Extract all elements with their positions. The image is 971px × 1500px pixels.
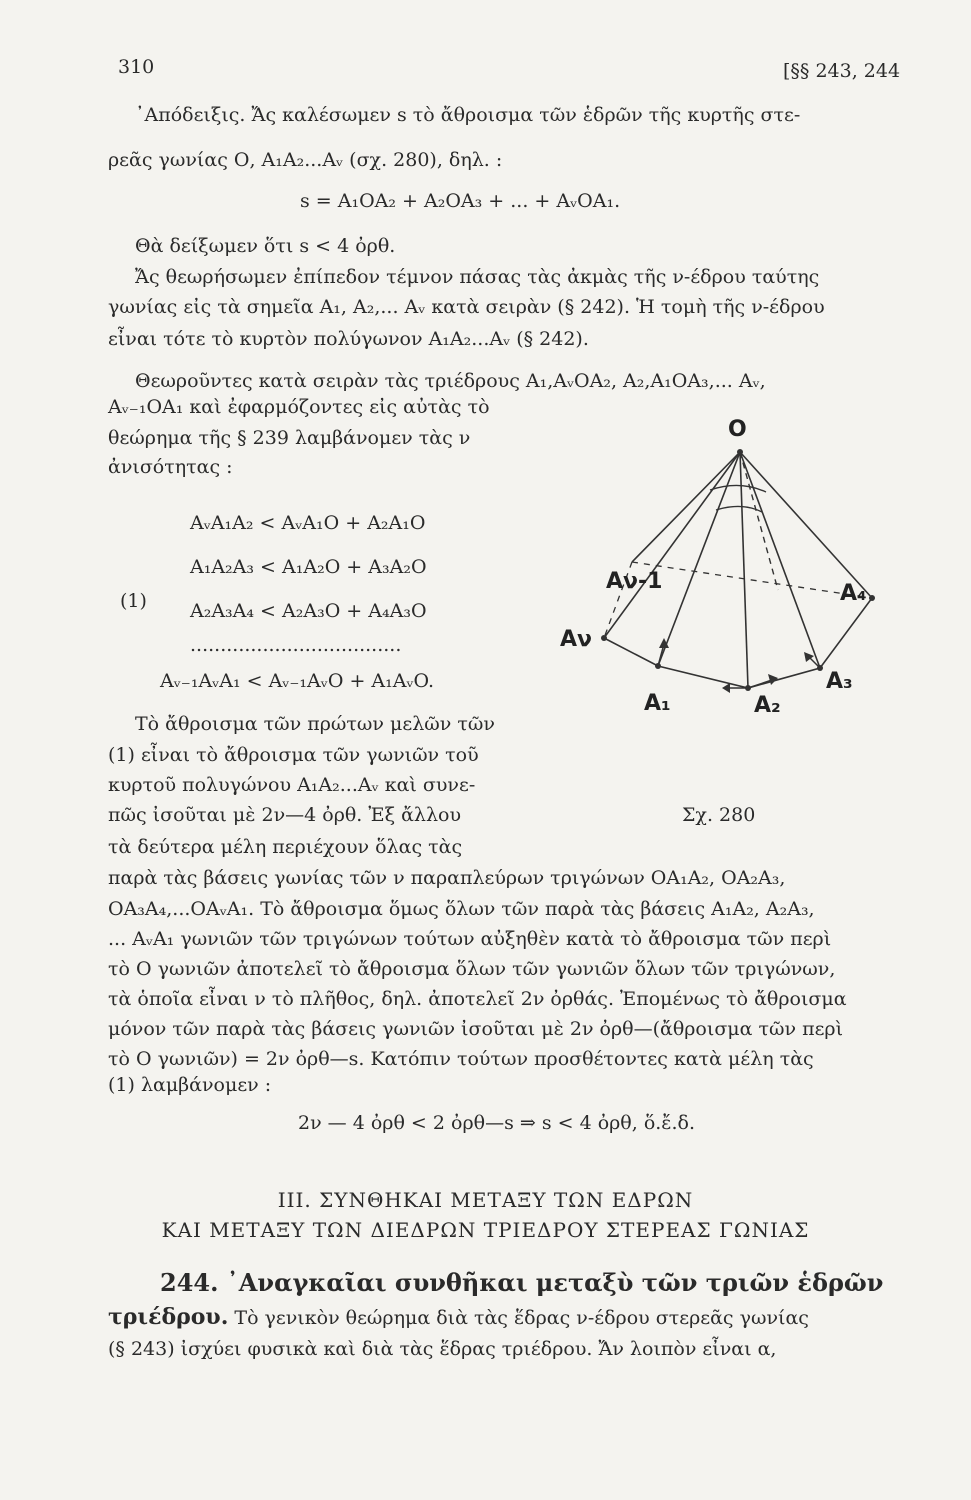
body-line-11: μόνον τῶν παρὰ τὰς βάσεις γωνιῶν ἰσοῦται μὲ 2ν ὀρθ—(ἄθροισμα τῶν περὶ bbox=[108, 1018, 844, 1040]
body-line-2: (1) εἶναι τὸ ἄθροισμα τῶν γωνιῶν τοῦ bbox=[108, 744, 479, 766]
proof-line-9: θεώρημα τῆς § 239 λαμβάνομεν τὰς ν bbox=[108, 427, 471, 449]
inequality-row: AᵥA₁A₂ < AᵥA₁O + A₂A₁O bbox=[190, 512, 426, 534]
angle-arrowhead bbox=[722, 683, 730, 693]
section-244-line-1 bbox=[108, 1306, 809, 1328]
body-line-12: τὸ Ο γωνιῶν) = 2ν ὀρθ—s. Κατόπιν τούτων προσθέτοντες κατὰ μέλη τὰς bbox=[108, 1048, 814, 1070]
proof-line-6: εἶναι τότε τὸ κυρτὸν πολύγωνον A₁A₂...Aᵥ (§ 242). bbox=[108, 328, 589, 350]
label-a4: A₄ bbox=[840, 581, 867, 606]
section-title-line-1: III. ΣΥΝΘΗΚΑΙ ΜΕΤΑΞΥ ΤΩΝ ΕΔΡΩΝ bbox=[277, 1188, 694, 1212]
proof-line-7: Θεωροῦντες κατὰ σειρὰν τὰς τριέδρους A₁,AᵥOA₂, A₂,A₁OA₃,... Aᵥ, bbox=[135, 370, 766, 392]
label-a-nu-minus-1: Aν-1 bbox=[606, 569, 663, 594]
edge-o-a4 bbox=[740, 452, 872, 598]
section-244-bold-word: τριέδρου. bbox=[108, 1304, 229, 1330]
inequality-row: A₂A₃A₄ < A₂A₃O + A₄A₃O bbox=[190, 600, 427, 622]
vertex-a-nu bbox=[601, 635, 607, 641]
vertex-a2 bbox=[745, 685, 751, 691]
inequality-row: A₁A₂A₃ < A₁A₂O + A₃A₂O bbox=[190, 556, 427, 578]
body-line-1: Τὸ ἄθροισμα τῶν πρώτων μελῶν τῶν bbox=[135, 713, 495, 735]
body-line-6: παρὰ τὰς βάσεις γωνίας τῶν ν παραπλεύρων τριγώνων OA₁A₂, OA₂A₃, bbox=[108, 867, 786, 889]
base-edge-dashed bbox=[632, 562, 872, 598]
body-line-9: τὸ Ο γωνιῶν ἀποτελεῖ τὸ ἄθροισμα ὅλων τῶν γωνιῶν ὅλων τῶν τριγώνων, bbox=[108, 958, 836, 980]
body-line-10: τὰ ὁποῖα εἶναι ν τὸ πλῆθος, δηλ. ἀποτελεῖ 2ν ὀρθάς. Ἐπομένως τὸ ἄθροισμα bbox=[108, 988, 847, 1010]
inequality-row: Aᵥ₋₁AᵥA₁ < Aᵥ₋₁AᵥO + A₁AᵥO. bbox=[160, 670, 435, 692]
section-title-line-2: ΚΑΙ ΜΕΤΑΞΥ ΤΩΝ ΔΙΕΔΡΩΝ ΤΡΙΕΔΡΟΥ ΣΤΕΡΕΑΣ ΓΩΝΙΑΣ bbox=[161, 1218, 810, 1242]
edge-o-a2 bbox=[740, 452, 748, 688]
body-line-3: κυρτοῦ πολυγώνου A₁A₂...Aᵥ καὶ συνε- bbox=[108, 774, 476, 796]
inequality-label: (1) bbox=[120, 590, 147, 612]
label-a2: A₂ bbox=[754, 693, 781, 718]
angle-arrowhead bbox=[768, 674, 778, 685]
edge-o-a3 bbox=[740, 452, 820, 668]
body-line-7: OA₃A₄,...OAᵥA₁. Τὸ ἄθροισμα ὅμως ὅλων τῶν παρὰ τὰς βάσεις A₁A₂, A₂A₃, bbox=[108, 898, 815, 920]
vertex-a3 bbox=[817, 665, 823, 671]
body-line-13: (1) λαμβάνομεν : bbox=[108, 1074, 272, 1096]
edge-o-a-nu-minus-1 bbox=[632, 452, 740, 562]
label-o: O bbox=[728, 417, 747, 442]
conclusion-formula: 2ν — 4 ὀρθ < 2 ὀρθ—s ⇒ s < 4 ὀρθ, ὅ.ἔ.δ. bbox=[298, 1112, 696, 1134]
vertex-a4 bbox=[869, 595, 875, 601]
page-number: 310 bbox=[118, 56, 155, 78]
section-244-heading: 244. ᾿Αναγκαῖαι συνθῆκαι μεταξὺ τῶν τριῶν ἑδρῶν bbox=[160, 1268, 884, 1297]
proof-line-5: γωνίας εἰς τὰ σημεῖα A₁, A₂,... Aᵥ κατὰ σειρὰν (§ 242). Ἡ τομὴ τῆς ν-έδρου bbox=[108, 296, 825, 318]
vertex-a1 bbox=[655, 663, 661, 669]
body-line-4: πῶς ἰσοῦται μὲ 2ν—4 ὀρθ. Ἐξ ἄλλου bbox=[108, 804, 461, 826]
figure-280-pyramid bbox=[560, 410, 900, 740]
label-a-nu: Aν bbox=[560, 627, 593, 652]
body-line-8: ... AᵥA₁ γωνιῶν τῶν τριγώνων τούτων αὐξηθὲν κατὰ τὸ ἄθροισμα τῶν περὶ bbox=[108, 928, 832, 950]
proof-line-2: ρεᾶς γωνίας Ο, A₁A₂...Aᵥ (σχ. 280), δηλ. : bbox=[108, 149, 503, 171]
section-244-line-2: (§ 243) ἰσχύει φυσικὰ καὶ διὰ τὰς ἕδρας τριέδρου. Ἄν λοιπὸν εἶναι α, bbox=[108, 1338, 777, 1360]
edge-o-a-nu bbox=[604, 452, 740, 638]
proof-line-8: Aᵥ₋₁OA₁ καὶ ἐφαρμόζοντες εἰς αὐτὰς τὸ bbox=[108, 396, 490, 418]
proof-line-1: ᾿Απόδειξις. Ἄς καλέσωμεν s τὸ ἄθροισμα τῶν ἑδρῶν τῆς κυρτῆς στε- bbox=[135, 104, 801, 126]
sum-formula: s = A₁OA₂ + A₂OA₃ + ... + AᵥOA₁. bbox=[300, 190, 621, 212]
proof-line-3: Θὰ δείξωμεν ὅτι s < 4 ὀρθ. bbox=[135, 235, 396, 257]
apex-angle-arc bbox=[710, 485, 766, 492]
edge-o-a1 bbox=[658, 452, 740, 666]
label-a3: A₃ bbox=[826, 669, 853, 694]
section-244-line-1-text: Τὸ γενικὸν θεώρημα διὰ τὰς ἕδρας ν-έδρου στερεᾶς γωνίας bbox=[228, 1307, 809, 1329]
section-reference: [§§ 243, 244 bbox=[783, 60, 901, 82]
inequality-ellipsis: ................................... bbox=[190, 634, 402, 656]
proof-line-4: Ἄς θεωρήσωμεν ἐπίπεδον τέμνον πάσας τὰς ἀκμὰς τῆς ν-έδρου ταύτης bbox=[135, 266, 820, 288]
figure-caption: Σχ. 280 bbox=[682, 804, 756, 826]
vertex-o bbox=[737, 449, 743, 455]
label-a1: A₁ bbox=[644, 691, 671, 716]
body-line-5: τὰ δεύτερα μέλη περιέχουν ὅλας τὰς bbox=[108, 836, 463, 858]
angle-arrow bbox=[748, 680, 772, 688]
proof-line-10: ἀνισότητας : bbox=[108, 456, 233, 478]
